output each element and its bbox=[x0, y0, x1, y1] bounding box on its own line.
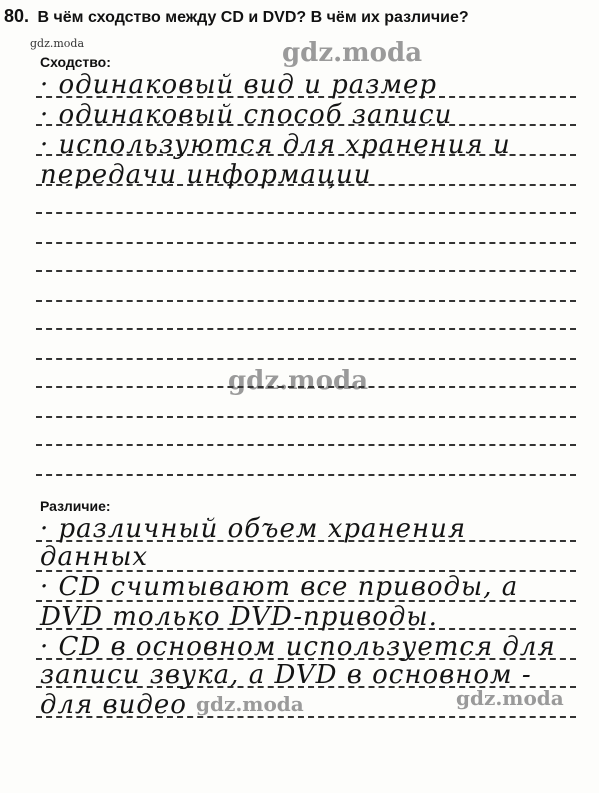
ruled-line bbox=[36, 242, 576, 244]
similarity-line-3: · используются для хранения и bbox=[40, 130, 511, 160]
difference-line-6: записи звука, а DVD в основном - bbox=[40, 660, 532, 690]
ruled-line bbox=[36, 386, 576, 388]
difference-line-2: данных bbox=[40, 542, 149, 572]
similarity-line-2: · одинаковый способ записи bbox=[40, 100, 453, 130]
watermark: gdz.moda bbox=[282, 38, 423, 68]
difference-line-1: · различный объем хранения bbox=[40, 514, 467, 544]
question-header bbox=[4, 6, 594, 27]
watermark-small: gdz.moda bbox=[30, 37, 85, 50]
watermark: gdz.moda bbox=[196, 692, 304, 716]
ruled-line bbox=[36, 358, 576, 360]
watermark: gdz.moda bbox=[456, 686, 564, 710]
ruled-line bbox=[36, 416, 576, 418]
difference-line-7: для видео bbox=[40, 690, 187, 720]
ruled-line bbox=[36, 444, 576, 446]
ruled-line bbox=[36, 270, 576, 272]
ruled-line bbox=[36, 328, 576, 330]
ruled-line bbox=[36, 300, 576, 302]
difference-line-3: · CD считывают все приводы, а bbox=[40, 572, 519, 602]
question-text: В чём сходство между CD и DVD? В чём их различие? bbox=[37, 9, 469, 26]
difference-line-5: · CD в основном используется для bbox=[40, 632, 556, 662]
ruled-line bbox=[36, 212, 576, 214]
ruled-line bbox=[36, 474, 576, 476]
watermark: gdz.moda bbox=[228, 366, 369, 396]
difference-heading: Различие: bbox=[40, 498, 111, 514]
similarity-line-1: · одинаковый вид и размер bbox=[40, 70, 438, 100]
difference-line-4: DVD только DVD-приводы. bbox=[40, 602, 438, 632]
similarity-line-4: передачи информации bbox=[40, 160, 372, 190]
similarity-heading: Сходство: bbox=[40, 54, 111, 70]
question-number: 80. bbox=[4, 6, 30, 26]
